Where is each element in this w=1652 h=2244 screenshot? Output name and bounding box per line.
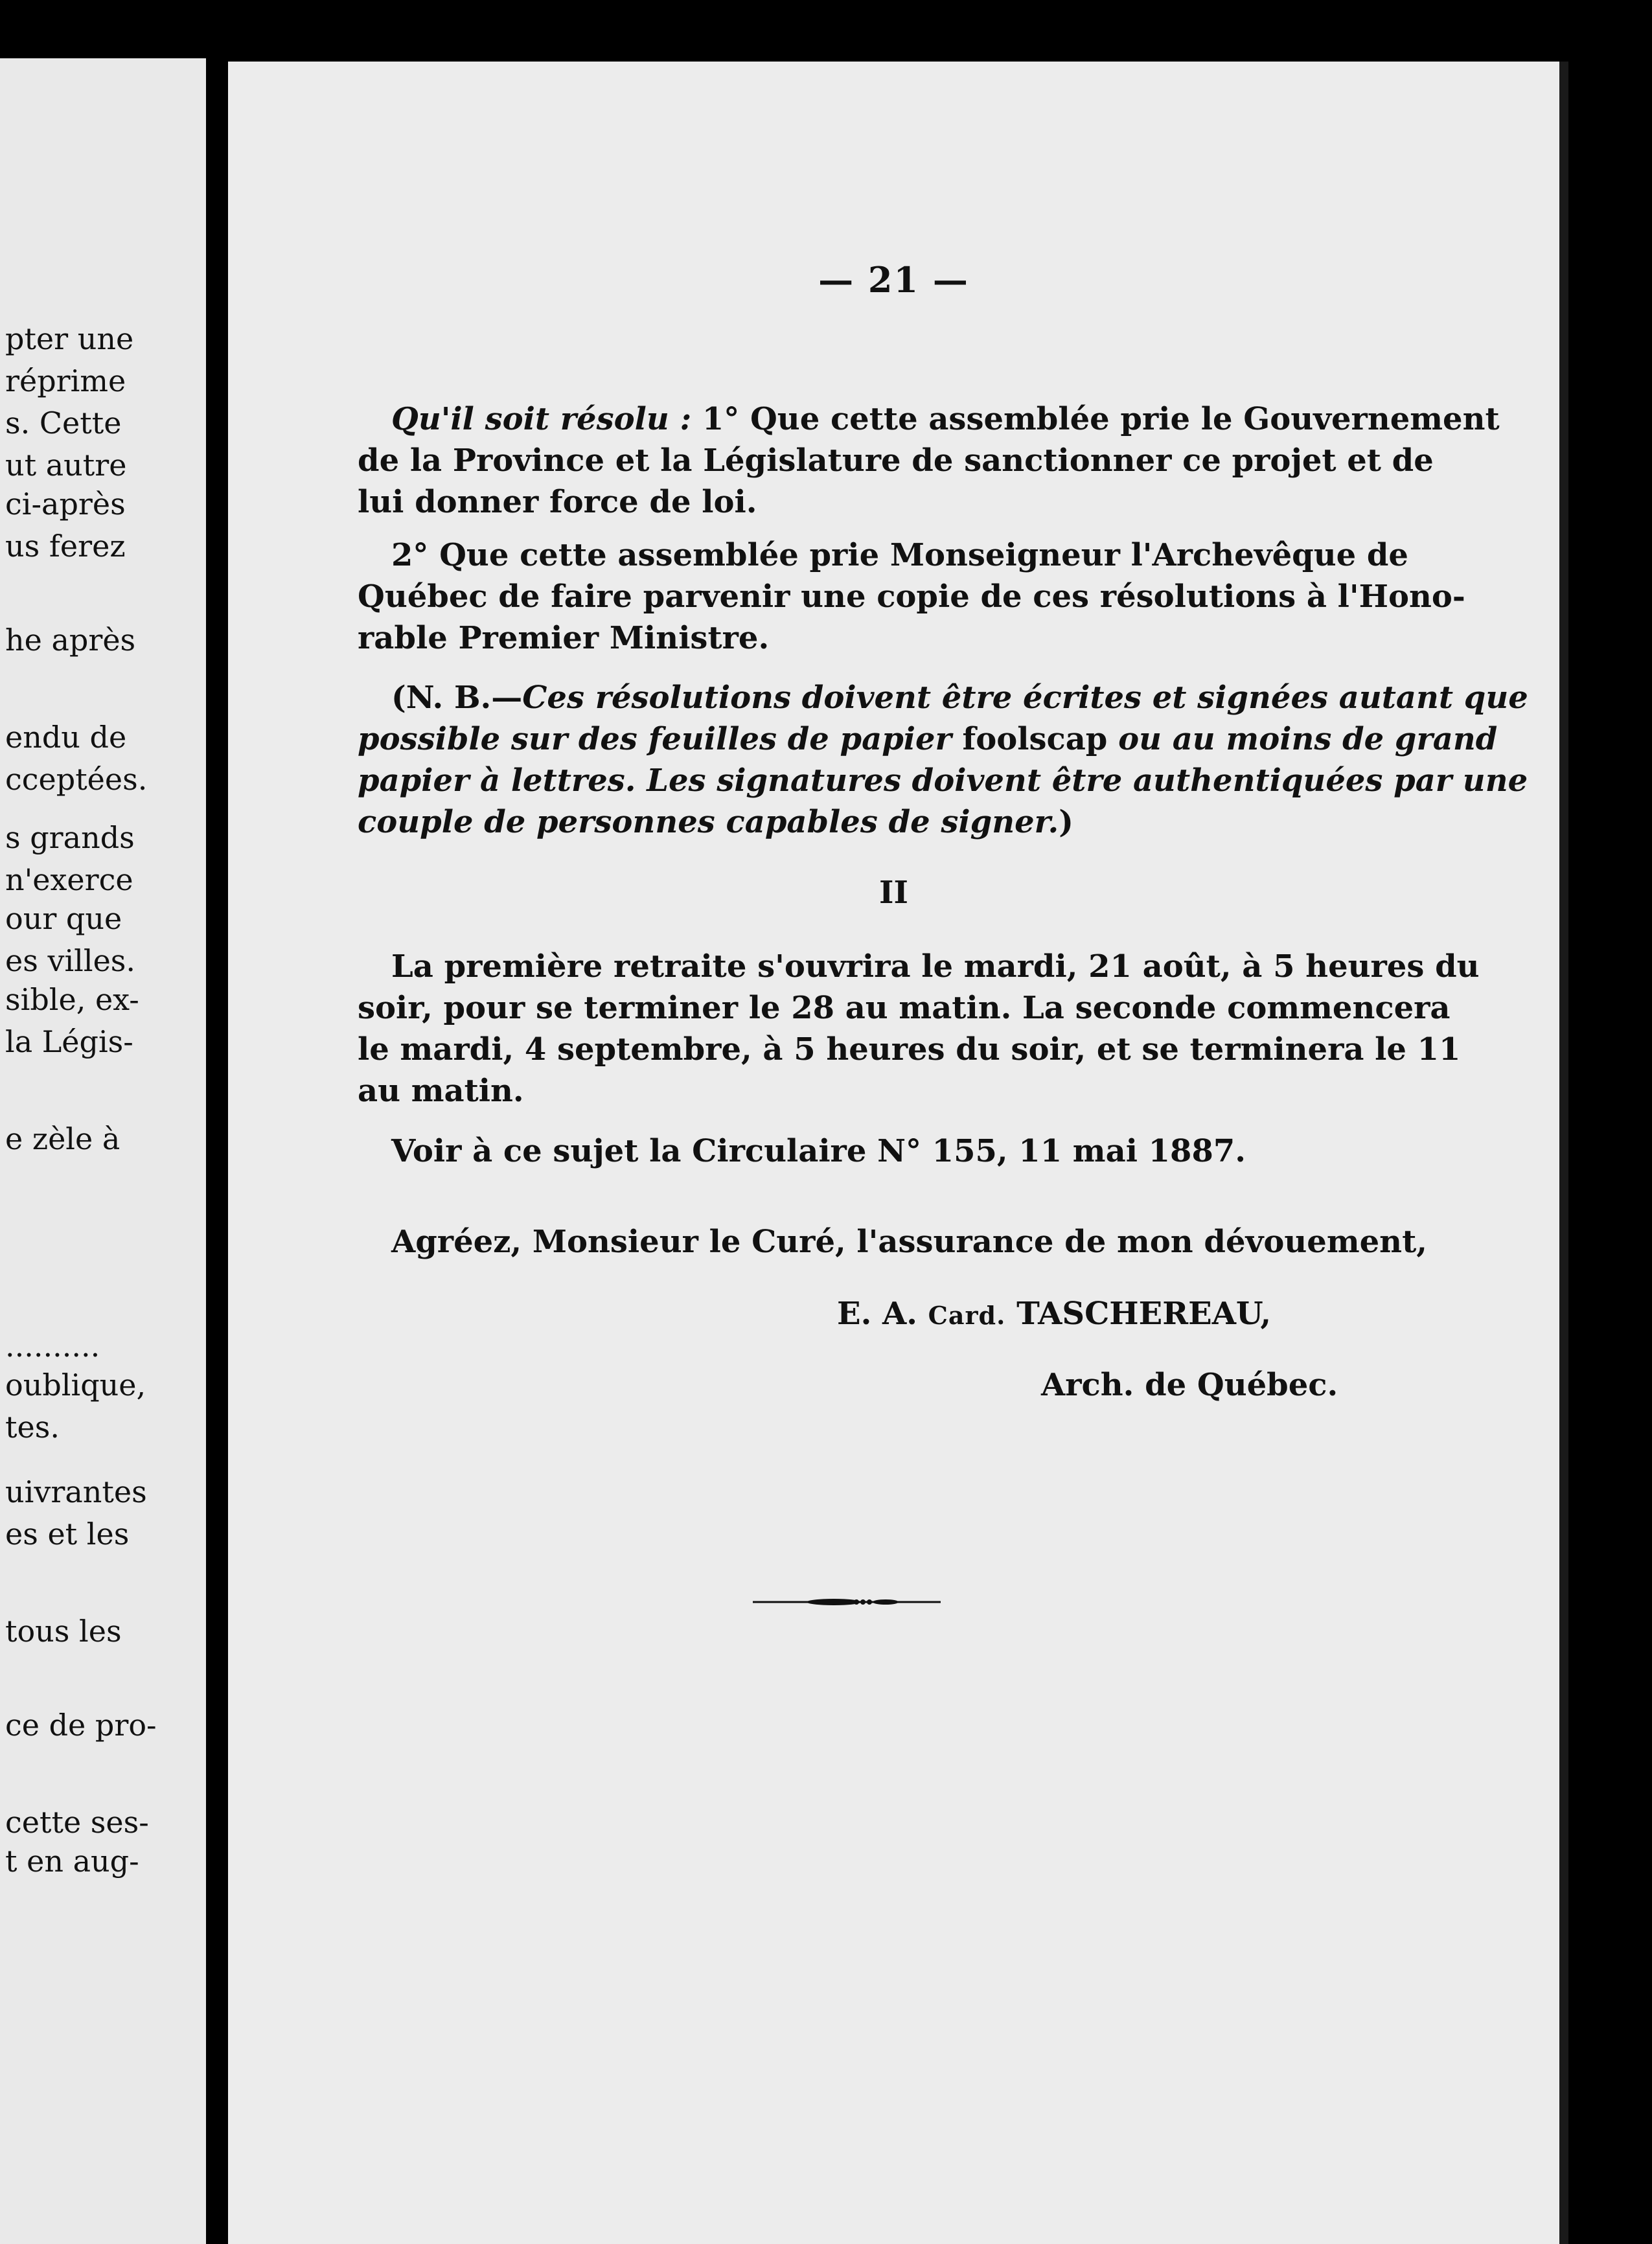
note-line-1	[358, 677, 1528, 718]
retreat-line-3: le mardi, 4 septembre, à 5 heures du soir, et se terminera le 11	[358, 1031, 1461, 1068]
left-page-line: oublique,	[5, 1368, 146, 1402]
resolution-line-1	[358, 398, 1500, 440]
reference-paragraph	[358, 1130, 1339, 1172]
left-page-line: s. Cette	[5, 406, 122, 441]
second-resolution-paragraph	[358, 534, 1465, 659]
second-line-1: 2° Que cette assemblée prie Monseigneur l'Archevêque de	[391, 537, 1408, 573]
left-page-line: ..........	[5, 1329, 100, 1364]
retreat-paragraph	[358, 946, 1480, 1112]
note-line-3	[358, 760, 1528, 801]
note-line-2-b: ou au moins de grand	[1118, 721, 1498, 757]
left-page-line: es villes.	[5, 943, 136, 978]
note-line-2-a: possible sur des feuilles de papier	[358, 721, 952, 757]
left-page-line: e zèle à	[5, 1121, 120, 1156]
left-page-line: cette ses-	[5, 1805, 149, 1840]
left-page-line: ce de pro-	[5, 1708, 157, 1743]
note-line-1-text: Ces résolutions doivent être écrites et signées autant que	[522, 680, 1528, 716]
page-number: — 21 —	[818, 259, 969, 301]
left-page-line: ci-après	[5, 487, 126, 521]
resolution-line-1-text: 1° Que cette assemblée prie le Gouvernement	[691, 401, 1500, 437]
left-page-line: sible, ex-	[5, 982, 139, 1017]
left-page-line: tous les	[5, 1614, 122, 1649]
signature-name	[837, 1296, 1271, 1332]
ornament-divider	[753, 1597, 941, 1607]
left-page-line: cceptées.	[5, 762, 148, 797]
left-page-line: tes.	[5, 1410, 60, 1445]
closing-paragraph	[358, 1221, 1427, 1263]
note-line-2	[358, 718, 1498, 760]
reference-line: Voir à ce sujet la Circulaire N° 155, 11 mai 1887.	[391, 1133, 1246, 1169]
left-page-line: our que	[5, 901, 122, 936]
section-number: II	[879, 875, 908, 911]
left-page-line: uivrantes	[5, 1474, 147, 1509]
signature-card: Card.	[928, 1301, 1006, 1330]
main-page	[228, 62, 1559, 2244]
left-page-line: us ferez	[5, 529, 126, 564]
note-open: (N. B.—	[391, 680, 523, 716]
left-page-line: endu de	[5, 720, 127, 755]
note-line-4	[358, 801, 1339, 843]
retreat-line-2: soir, pour se terminer le 28 au matin. La seconde commencera	[358, 990, 1451, 1026]
resolution-line-2: de la Province et la Législature de sanctionner ce projet et de	[358, 442, 1434, 479]
left-page-fragment	[0, 58, 206, 2244]
signature-surname: TASCHEREAU,	[1005, 1296, 1272, 1332]
left-page-line: es et les	[5, 1517, 130, 1551]
note-close: )	[1059, 804, 1073, 840]
note-paragraph	[358, 677, 1528, 843]
left-page-line: la Légis-	[5, 1024, 133, 1059]
left-page-line: n'exerce	[5, 862, 133, 897]
second-line-2: Québec de faire parvenir une copie de ces résolutions à l'Hono-	[358, 578, 1465, 615]
closing-line: Agréez, Monsieur le Curé, l'assurance de mon dévouement,	[391, 1224, 1427, 1260]
note-line-4-text: couple de personnes capables de signer.	[358, 804, 1059, 840]
page-edge	[1559, 62, 1568, 2244]
left-page-line: ut autre	[5, 448, 127, 483]
left-page-line: t en aug-	[5, 1844, 139, 1879]
note-foolscap: foolscap	[951, 721, 1119, 757]
retreat-line-1: La première retraite s'ouvrira le mardi, 21 août, à 5 heures du	[391, 948, 1480, 985]
left-page-line: pter une	[5, 321, 134, 356]
signature-title: Arch. de Québec.	[1041, 1367, 1338, 1403]
retreat-line-4: au matin.	[358, 1073, 524, 1109]
resolution-line-3: lui donner force de loi.	[358, 484, 757, 520]
left-page-line: s grands	[5, 820, 135, 855]
left-page-line: réprime	[5, 363, 126, 398]
second-line-3: rable Premier Ministre.	[358, 620, 770, 656]
note-line-3-text: papier à lettres. Les signatures doivent être authentiquées par une	[358, 762, 1528, 799]
resolution-paragraph	[358, 398, 1500, 523]
resolution-intro: Qu'il soit résolu :	[391, 401, 692, 437]
left-page-line: he après	[5, 623, 136, 658]
signature-initials: E. A.	[837, 1296, 928, 1332]
